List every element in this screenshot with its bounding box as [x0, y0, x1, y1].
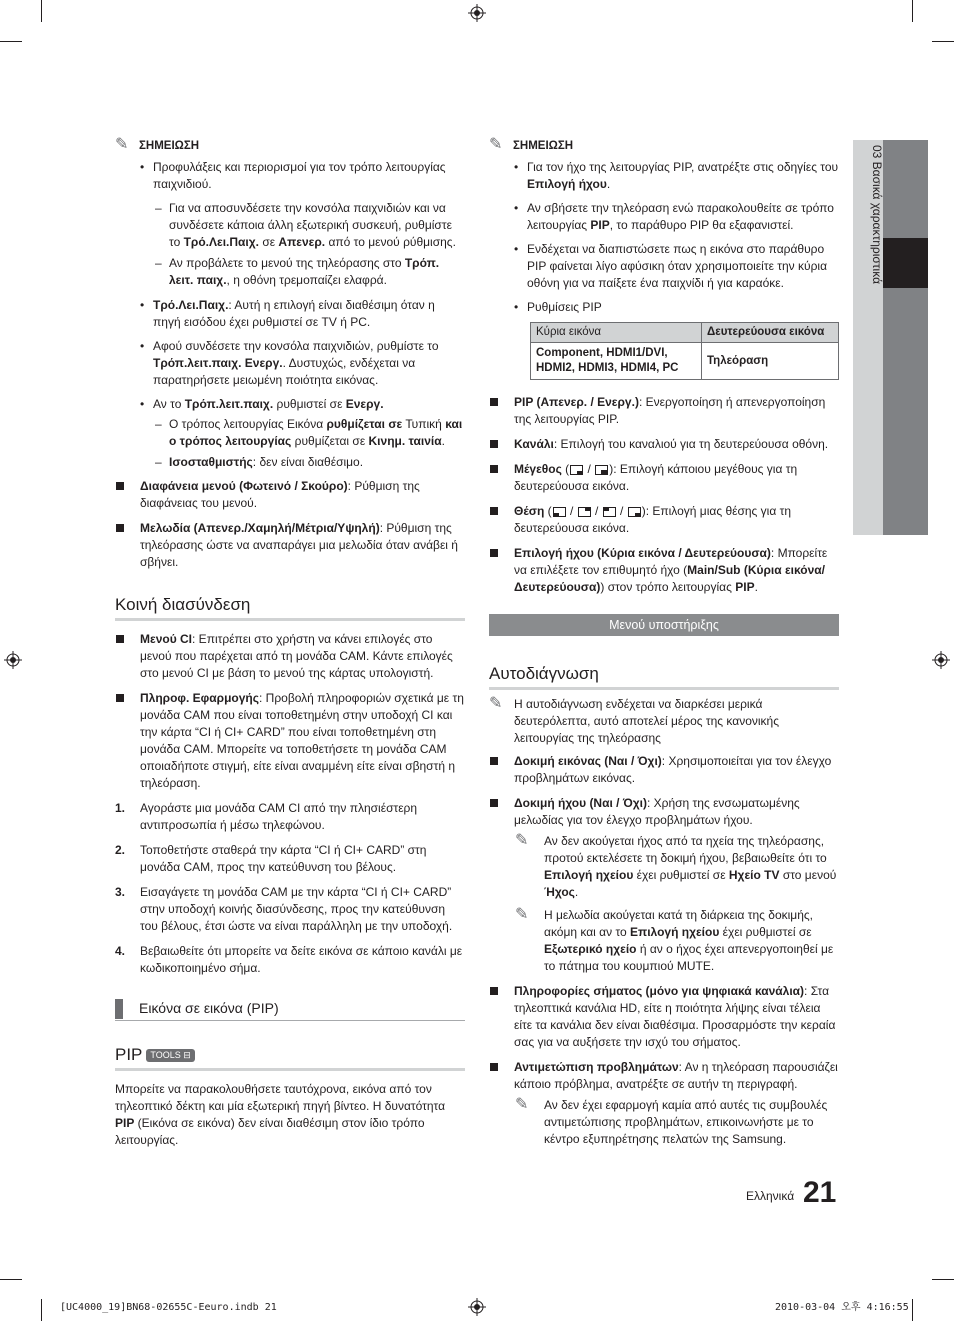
note-pencil-icon: ✎	[489, 695, 503, 712]
sound-test-note: ✎ Η μελωδία ακούγεται κατά τη διάρκεια της δοκιμής, ακόμη και αν το Επιλογή ηχείου έχει ρυθμιστεί σε Εξωτερικό ηχείο ή αν ο ήχος έχει απενεργοποιηθεί με το πάτημα του κουμπιού MUTE.	[515, 906, 834, 973]
menu-transparency-item: Διαφάνεια μενού (Φωτεινό / Σκούρο): Ρύθμιση της διαφάνειας του μενού.	[115, 478, 465, 512]
footer-language: Ελληνικά	[746, 1189, 795, 1203]
support-menu-bar: Μενού υποστήριξης	[489, 614, 839, 636]
section-bar	[115, 999, 123, 1019]
registration-mark-icon	[932, 651, 950, 669]
left-column	[115, 138, 465, 1149]
registration-mark-icon	[468, 1298, 486, 1316]
note-pencil-icon: ✎	[489, 136, 503, 153]
registration-mark-icon	[4, 651, 22, 669]
signal-info-item: Πληροφορίες σήματος (μόνο για ψηφιακά κανάλια): Στα τηλεοπτικά κανάλια HD, είτε η ποιότητα λήψης είναι τέλεια είτε τα κανάλια δεν είναι διαθέσιμα. Προσαρμόστε την κεραία σας για να αυξήσετε την ισχύ του σήματος.	[489, 983, 839, 1051]
note-subitem: – Αν προβάλετε το μενού της τηλεόρασης στο Τρόπ. λειτ. παιχ., η οθόνη τρεμοπαίζει ελαφρά.	[115, 255, 465, 289]
chapter-tab-band	[883, 140, 928, 535]
pip-position-bottom-right-icon	[628, 507, 641, 517]
note-heading: ✎ ΣΗΜΕΙΩΣΗ	[115, 136, 200, 153]
self-diagnosis-heading: Αυτοδιάγνωση	[489, 664, 839, 690]
troubleshooting-item: Αντιμετώπιση προβλημάτων: Αν η τηλεόραση παρουσιάζει κάποιο πρόβλημα, ανατρέξτε σε αυτήν τη περιγραφή.	[489, 1059, 839, 1093]
pip-heading: PIP TOOLS ⊟	[115, 1045, 465, 1071]
table-header-main: Κύρια εικόνα	[531, 323, 702, 343]
chapter-tab-marker	[883, 238, 928, 288]
pip-onoff-item: PIP (Απενερ. / Ενεργ.): Ενεργοποίηση ή απενεργοποίηση της λειτουργίας PIP.	[489, 394, 839, 428]
note-pencil-icon: ✎	[515, 1096, 529, 1113]
note-item: • Αν το Τρόπ.λειτ.παιχ. ρυθμιστεί σε Ενεργ.	[115, 396, 465, 413]
ci-step: 2. Τοποθετήστε σταθερά την κάρτα “CI ή CI+ CARD” στη μονάδα CAM, προς την κατεύθυνση του βέλους.	[115, 843, 427, 874]
table-cell-main-sources: Component, HDMI1/DVI, HDMI2, HDMI3, HDMI4, PC	[531, 343, 702, 380]
pip-position-top-left-icon	[603, 507, 616, 517]
tools-badge-icon: TOOLS ⊟	[146, 1049, 194, 1062]
note-item: • Τρό.Λει.Παιχ.: Αυτή η επιλογή είναι διαθέσιμη όταν η πηγή εισόδου έχει ρυθμιστεί σε TV ή PC.	[115, 297, 465, 331]
pip-channel-item: Κανάλι: Επιλογή του καναλιού για τη δευτερεύουσα οθόνη.	[489, 436, 839, 453]
pip-description: Μπορείτε να παρακολουθήσετε ταυτόχρονα, εικόνα από τον τηλεοπτικό δέκτη και μία εξωτερική πηγή βίντεο. Η δυνατότητα PIP (Εικόνα σε εικόνα) δεν είναι διαθέσιμη στον ίδιο τρόπο λειτουργίας.	[115, 1082, 446, 1147]
crop-mark	[0, 41, 22, 42]
note-item: • Αφού συνδέσετε την κονσόλα παιχνιδιών, ρυθμίστε το Τρόπ.λειτ.παιχ. Ενεργ.. Δυστυχώς, ενδέχεται να παρατηρήσετε μειωμένη ποιότητα εικόνας.	[115, 338, 465, 389]
imprint-file: [UC4000_19]BN68-02655C-Eeuro.indb 21	[60, 1302, 277, 1313]
ci-menu-item: Μενού CI: Επιτρέπει στο χρήστη να κάνει επιλογές στο μενού που παρέχεται από τη μονάδα CAM. Κάντε επιλογές στο μενού CI με βάση το μενού της κάρτας υπολογιστή.	[115, 631, 465, 682]
note-subitem: – Ισοσταθμιστής: δεν είναι διαθέσιμο.	[115, 454, 465, 471]
picture-test-item: Δοκιμή εικόνας (Ναι / Όχι): Χρησιμοποιείται για τον έλεγχο προβλημάτων εικόνας.	[489, 753, 839, 787]
diagnosis-note: ✎ Η αυτοδιάγνωση ενδέχεται να διαρκέσει μερικά δευτερόλεπτα, αυτό αποτελεί μέρος της κανονικής λειτουργίας της τηλεόρασης	[489, 695, 779, 745]
ci-step: 3. Εισαγάγετε τη μονάδα CAM με την κάρτα “CI ή CI+ CARD” στην υποδοχή κοινής διασύνδεσης, προς την κατεύθυνση του βέλους, έτσι ώστε να είναι παράλληλη με την υποδοχή.	[115, 885, 453, 933]
pip-note-item: • Ρυθμίσεις PIP	[489, 299, 839, 316]
page-number: 21	[803, 1176, 837, 1209]
note-pencil-icon: ✎	[515, 832, 529, 849]
note-subitem: – Για να αποσυνδέσετε την κονσόλα παιχνιδιών και να συνδέσετε κάποια άλλη εξωτερική συσκευή, ρυθμίστε το Τρό.Λει.Παιχ. σε Απενερ. από το μενού ρύθμισης.	[115, 200, 465, 251]
right-column	[489, 138, 839, 1154]
pip-section-heading: Εικόνα σε εικόνα (PIP)	[115, 999, 465, 1021]
pip-settings-table	[530, 322, 839, 380]
chapter-tab-label: 03 Βασικά χαρακτηριστικά	[870, 145, 884, 285]
crop-mark	[912, 1299, 913, 1321]
ci-step: 4. Βεβαιωθείτε ότι μπορείτε να δείτε εικόνα σε κάποιο κανάλι με κωδικοποιημένο σήμα.	[115, 944, 463, 975]
crop-mark	[932, 41, 954, 42]
table-header-sub: Δευτερεύουσα εικόνα	[702, 323, 839, 343]
note-pencil-icon: ✎	[115, 136, 129, 153]
pip-position-top-right-icon	[578, 507, 591, 517]
registration-mark-icon	[468, 4, 486, 22]
ci-heading: Κοινή διασύνδεση	[115, 595, 465, 621]
ci-app-info-item: Πληροφ. Εφαρμογής: Προβολή πληροφοριών σχετικά με τη μονάδα CAM που είναι τοποθετημένη στην υποδοχή CI και την κάρτα “CI ή CI+ CARD” που είναι τοποθετημένη στη μονάδα CAM. Μπορείτε να τοποθετήσετε τη μονάδα CAM οποιαδήποτε στιγμή, είτε είναι αναμμένη είτε είναι σβηστή η τηλεόραση.	[115, 690, 465, 792]
crop-mark	[41, 0, 42, 22]
pip-size-large-icon	[595, 465, 608, 475]
sound-test-item: Δοκιμή ήχου (Ναι / Όχι): Χρήση της ενσωματωμένης μελωδίας για τον έλεγχο προβλημάτων ήχου.	[489, 795, 839, 829]
crop-mark	[932, 1279, 954, 1280]
menu-melody-item: Μελωδία (Απενερ./Χαμηλή/Μέτρια/Υψηλή): Ρύθμιση της τηλεόρασης ώστε να αναπαράγει μια μελωδία όταν ανάβει ή σβήνει.	[115, 520, 465, 571]
table-cell-sub-source: Τηλεόραση	[702, 343, 839, 380]
troubleshooting-note: ✎ Αν δεν έχει εφαρμογή καμία από αυτές τις συμβουλές αντιμετώπισης προβλημάτων, επικοινωνήστε με το κέντρο εξυπηρέτησης πελατών της Samsung.	[515, 1096, 828, 1146]
pip-note-item: • Αν σβήσετε την τηλεόραση ενώ παρακολουθείτε σε τρόπο λειτουργίας PIP, το παράθυρο PIP θα εξαφανιστεί.	[489, 200, 839, 234]
note-heading: ✎ ΣΗΜΕΙΩΣΗ	[489, 136, 574, 153]
pip-size-small-icon	[570, 465, 583, 475]
pip-size-item: Μέγεθος ( / ): Επιλογή κάποιου μεγέθους για τη δευτερεύουσα εικόνα.	[489, 461, 839, 495]
pip-note-item: • Ενδέχεται να διαπιστώσετε πως η εικόνα στο παράθυρο PIP φαίνεται λίγο αφύσικη όταν χρησιμοποιείτε την κύρια οθόνη για να παίξετε ένα παιχνίδι ή για καραόκε.	[489, 241, 839, 292]
ci-step: 1. Αγοράστε μια μονάδα CAM CI από την πλησιέστερη αντιπροσωπία ή μέσω τηλεφώνου.	[115, 801, 418, 832]
pip-position-item: Θέση ( / / / ): Επιλογή μιας θέσης για τη δευτερεύουσα εικόνα.	[489, 503, 839, 537]
note-item: • Προφυλάξεις και περιορισμοί για τον τρόπο λειτουργίας παιχνιδιού.	[115, 159, 465, 193]
sound-test-note: ✎ Αν δεν ακούγεται ήχος από τα ηχεία της τηλεόρασης, προτού εκτελέσετε τη δοκιμή ήχου, βεβαιωθείτε ότι το Επιλογή ηχείου έχει ρυθμιστεί σε Ηχείο TV στο μενού Ήχος.	[515, 832, 837, 899]
pip-note-item: • Για τον ήχο της λειτουργίας PIP, ανατρέξτε στις οδηγίες του Επιλογή ήχου.	[489, 159, 839, 193]
pip-position-bottom-left-icon	[553, 507, 566, 517]
imprint-date: 2010-03-04 오후 4:16:55	[775, 1302, 909, 1313]
pip-sound-item: Επιλογή ήχου (Κύρια εικόνα / Δευτερεύουσα): Μπορείτε να επιλέξετε τον επιθυμητό ήχο (Main/Sub (Κύρια εικόνα/ Δευτερεύουσα)) στον τρόπο λειτουργίας PIP.	[489, 545, 839, 596]
note-subitem: – Ο τρόπος λειτουργίας Εικόνα ρυθμίζεται σε Τυπική και ο τρόπος λειτουργίας ρυθμίζεται σε Κινημ. ταινία.	[115, 416, 465, 450]
crop-mark	[912, 0, 913, 22]
note-pencil-icon: ✎	[515, 906, 529, 923]
crop-mark	[41, 1299, 42, 1321]
crop-mark	[0, 1279, 22, 1280]
